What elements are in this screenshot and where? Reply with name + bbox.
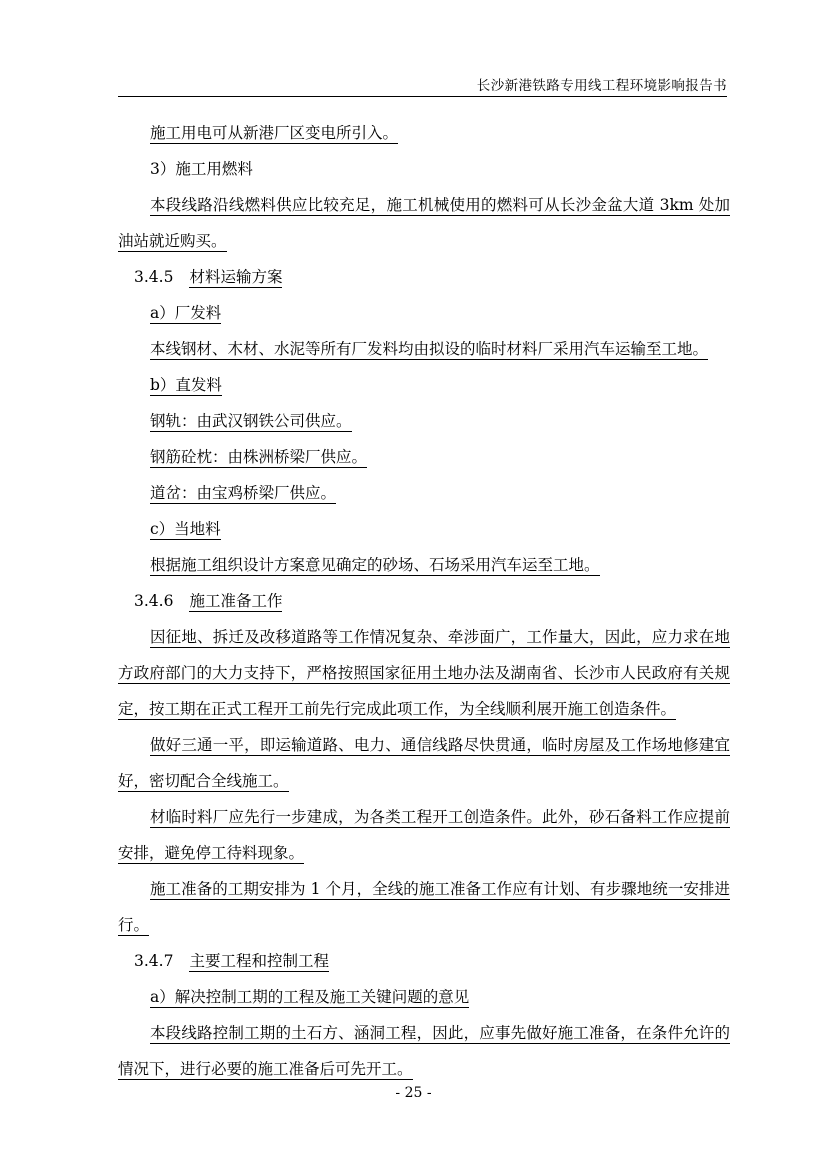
page-number: - 25 - [395,1085,432,1101]
paragraph-text: 钢筋砼枕：由株洲桥梁厂供应。 [150,448,368,466]
paragraph [118,799,730,871]
paragraph-text: 道岔：由宝鸡桥梁厂供应。 [150,484,337,502]
paragraph-text: 本段线路控制工期的土石方、涵洞工程，因此，应事先做好施工准备，在条件允许的情况下，进行必要的施工准备后可先开工。 [118,1024,730,1078]
paragraph [118,727,730,799]
heading-3-4-7 [118,943,730,979]
paragraph [118,151,730,187]
paragraph-text: a）解决控制工期的工程及施工关键问题的意见 [150,988,470,1006]
paragraph-text: 本段线路沿线燃料供应比较充足，施工机械使用的燃料可从长沙金盆大道 3km 处加油站就近购买。 [118,196,730,250]
header-divider [118,96,727,97]
paragraph [118,187,730,259]
paragraph-text: 材临时料厂应先行一步建成，为各类工程开工创造条件。此外，砂石备料工作应提前安排，避免停工待料现象。 [118,808,730,862]
paragraph [118,331,730,367]
paragraph [118,475,730,511]
paragraph [118,619,730,727]
page-header: 长沙新港铁路专用线工程环境影响报告书 [476,78,727,94]
heading-number: 3.4.5 [134,268,174,286]
heading-text: 主要工程和控制工程 [189,952,329,970]
paragraph [118,367,730,403]
paragraph-text: a）厂发料 [150,304,222,322]
paragraph-text: 施工准备的工期安排为 1 个月，全线的施工准备工作应有计划、有步骤地统一安排进行。 [118,880,730,934]
document-body [118,115,730,1087]
heading-number: 3.4.6 [134,592,174,610]
paragraph [118,511,730,547]
paragraph-text: 做好三通一平，即运输道路、电力、通信线路尽快贯通，临时房屋及工作场地修建宜好，密切配合全线施工。 [118,736,730,790]
heading-3-4-5 [118,259,730,295]
paragraph-text: b）直发料 [150,376,222,394]
paragraph-text: 3）施工用燃料 [150,160,253,178]
heading-3-4-6 [118,583,730,619]
paragraph [118,1015,730,1087]
heading-number: 3.4.7 [134,952,174,970]
paragraph [118,979,730,1015]
paragraph [118,403,730,439]
heading-text: 施工准备工作 [189,592,283,610]
paragraph-text: 因征地、拆迁及改移道路等工作情况复杂、牵涉面广，工作量大，因此，应力求在地方政府部门的大力支持下，严格按照国家征用土地办法及湖南省、长沙市人民政府有关规定，按工期在正式工程开工前先行完成此项工作，为全线顺利展开施工创造条件。 [118,628,730,718]
paragraph-text: 钢轨：由武汉钢铁公司供应。 [150,412,352,430]
paragraph [118,115,730,151]
paragraph-text: 根据施工组织设计方案意见确定的砂场、石场采用汽车运至工地。 [150,556,600,574]
paragraph [118,871,730,943]
paragraph [118,295,730,331]
heading-text: 材料运输方案 [189,268,283,286]
paragraph-text: c）当地料 [150,520,221,538]
paragraph [118,439,730,475]
paragraph-text: 施工用电可从新港厂区变电所引入。 [150,124,399,142]
paragraph [118,547,730,583]
paragraph-text: 本线钢材、木材、水泥等所有厂发料均由拟设的临时材料厂采用汽车运输至工地。 [150,340,709,358]
